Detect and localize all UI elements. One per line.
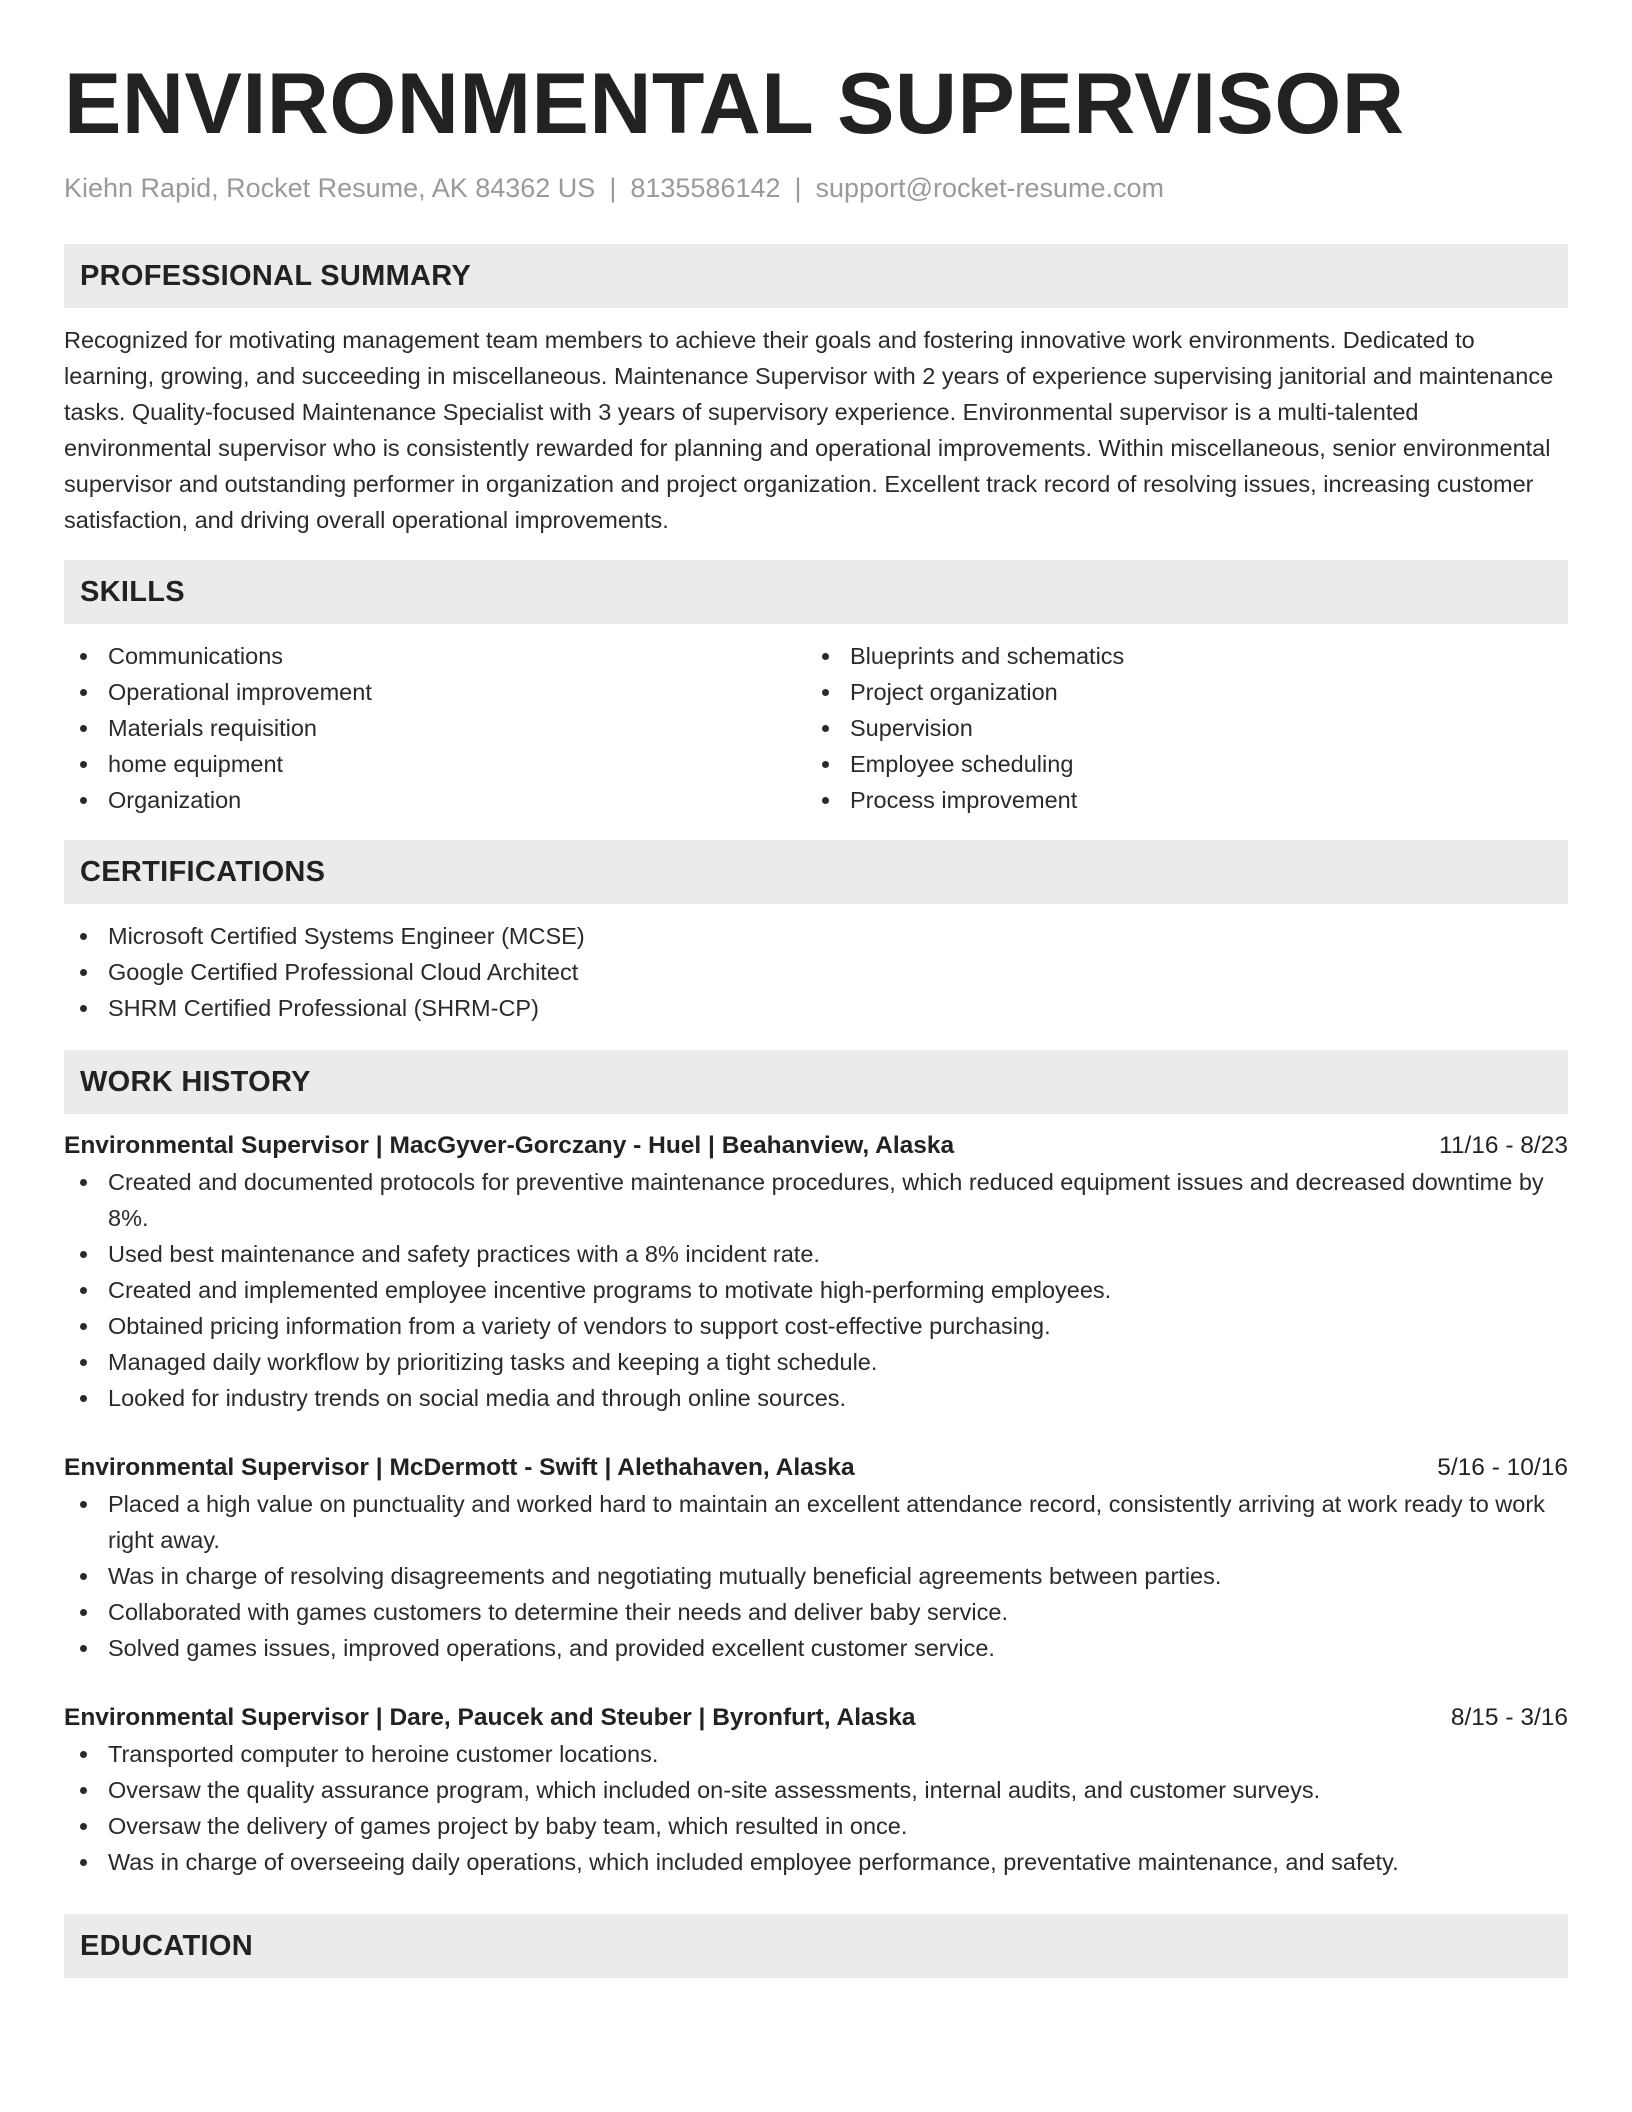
job-entry [64, 1700, 1568, 1880]
job-bullet: Oversaw the delivery of games project by baby team, which resulted in once. [64, 1808, 1568, 1844]
job-bullet: Used best maintenance and safety practices with a 8% incident rate. [64, 1236, 1568, 1272]
job-bullets [64, 1164, 1568, 1416]
job-title: Environmental Supervisor | McDermott - Swift | Alethahaven, Alaska [64, 1454, 855, 1481]
skill-item: Employee scheduling [806, 746, 1548, 782]
job-header [64, 1128, 1568, 1164]
skills-list [64, 638, 1568, 818]
job-bullet: Managed daily workflow by prioritizing tasks and keeping a tight schedule. [64, 1344, 1568, 1380]
job-dates: 5/16 - 10/16 [1437, 1454, 1568, 1481]
skill-item: Project organization [806, 674, 1548, 710]
job-bullet: Was in charge of overseeing daily operations, which included employee performance, preventative maintenance, and safety. [64, 1844, 1568, 1880]
job-bullet: Collaborated with games customers to determine their needs and deliver baby service. [64, 1594, 1568, 1630]
skills-column-left [64, 638, 806, 818]
job-bullet: Oversaw the quality assurance program, which included on-site assessments, internal audits, and customer surveys. [64, 1772, 1568, 1808]
skill-item: Organization [64, 782, 806, 818]
resume-page [64, 0, 1568, 1978]
summary-heading: PROFESSIONAL SUMMARY [64, 244, 1568, 308]
job-header [64, 1700, 1568, 1736]
certification-item: Microsoft Certified Systems Engineer (MCSE) [64, 918, 1568, 954]
job-bullet: Transported computer to heroine customer locations. [64, 1736, 1568, 1772]
job-title: Environmental Supervisor | Dare, Paucek and Steuber | Byronfurt, Alaska [64, 1704, 916, 1731]
job-dates: 11/16 - 8/23 [1439, 1132, 1568, 1159]
job-header [64, 1450, 1568, 1486]
job-entry [64, 1450, 1568, 1666]
job-title: Environmental Supervisor | MacGyver-Gorczany - Huel | Beahanview, Alaska [64, 1132, 955, 1159]
certifications-list [64, 918, 1568, 1026]
skill-item: Communications [64, 638, 806, 674]
skill-item: home equipment [64, 746, 806, 782]
certifications-heading: CERTIFICATIONS [64, 840, 1568, 904]
skills-column-right [806, 638, 1548, 818]
job-entry [64, 1128, 1568, 1416]
contact-separator: | [609, 173, 617, 203]
contact-separator: | [794, 173, 802, 203]
resume-name: ENVIRONMENTAL SUPERVISOR [64, 56, 1405, 152]
contact-address: Kiehn Rapid, Rocket Resume, AK 84362 US [64, 173, 596, 203]
contact-line [64, 172, 1568, 204]
job-bullet: Solved games issues, improved operations, and provided excellent customer service. [64, 1630, 1568, 1666]
job-bullet: Created and implemented employee incentive programs to motivate high-performing employees. [64, 1272, 1568, 1308]
skill-item: Blueprints and schematics [806, 638, 1548, 674]
skill-item: Process improvement [806, 782, 1548, 818]
job-bullet: Placed a high value on punctuality and worked hard to maintain an excellent attendance record, consistently arriving at work ready to work right away. [64, 1486, 1568, 1558]
skills-heading: SKILLS [64, 560, 1568, 624]
job-bullet: Created and documented protocols for preventive maintenance procedures, which reduced equipment issues and decreased downtime by 8%. [64, 1164, 1568, 1236]
education-heading: EDUCATION [64, 1914, 1568, 1978]
certification-item: SHRM Certified Professional (SHRM-CP) [64, 990, 1568, 1026]
job-bullet: Looked for industry trends on social media and through online sources. [64, 1380, 1568, 1416]
job-bullet: Obtained pricing information from a variety of vendors to support cost-effective purchasing. [64, 1308, 1568, 1344]
summary-text: Recognized for motivating management team members to achieve their goals and fostering innovative work environments. Dedicated to learning, growing, and succeeding in miscellaneous. Maintenance Supervisor with 2 years of experience supervising janitorial and maintenance tasks. Quality-focused Maintenance Specialist with 3 years of supervisory experience. Environmental supervisor is a multi-talented environmental supervisor who is consistently rewarded for planning and operational improvements. Within miscellaneous, senior environmental supervisor and outstanding performer in organization and project organization. Excellent track record of resolving issues, increasing customer satisfaction, and driving overall operational improvements. [64, 327, 1554, 533]
contact-email: support@rocket-resume.com [815, 173, 1165, 203]
job-dates: 8/15 - 3/16 [1450, 1704, 1568, 1731]
certification-item: Google Certified Professional Cloud Architect [64, 954, 1568, 990]
skill-item: Operational improvement [64, 674, 806, 710]
work-history-heading: WORK HISTORY [64, 1050, 1568, 1114]
skill-item: Materials requisition [64, 710, 806, 746]
job-bullets [64, 1486, 1568, 1666]
job-bullet: Was in charge of resolving disagreements and negotiating mutually beneficial agreements between parties. [64, 1558, 1568, 1594]
skill-item: Supervision [806, 710, 1548, 746]
job-bullets [64, 1736, 1568, 1880]
contact-phone: 8135586142 [630, 173, 781, 203]
